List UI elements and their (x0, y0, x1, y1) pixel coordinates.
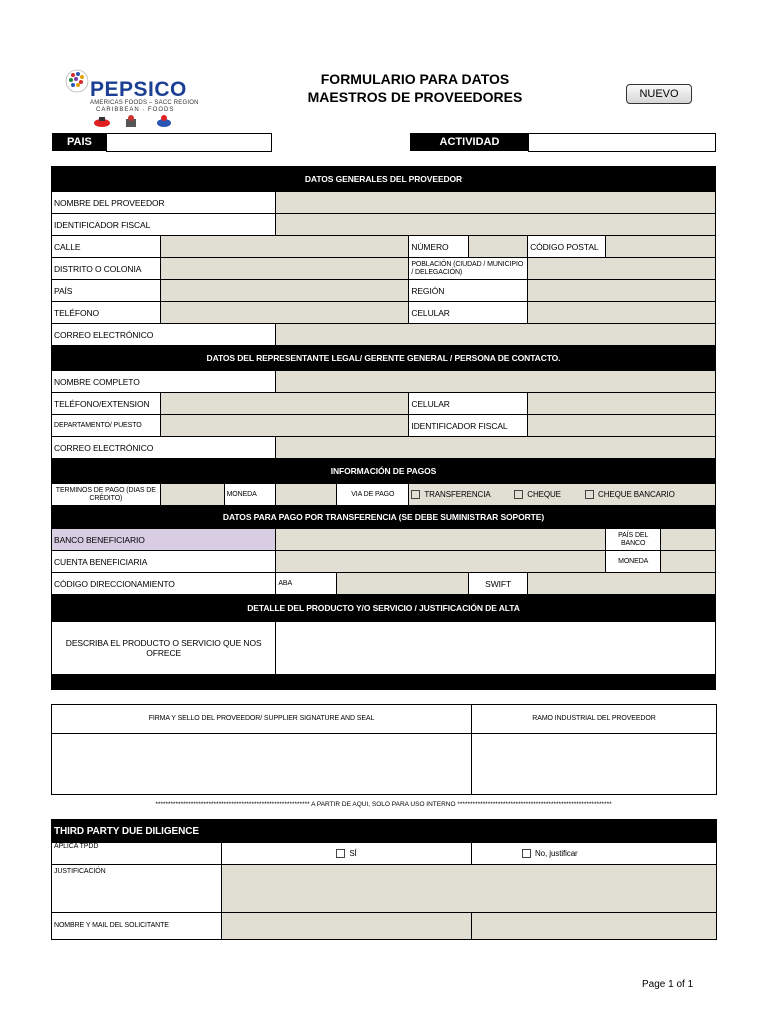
nombre-proveedor-field[interactable] (276, 192, 716, 214)
pais-proveedor-label: PAÍS (52, 280, 161, 302)
rep-identificador-field[interactable] (528, 415, 716, 437)
pais-banco-label: PAÍS DEL BANCO (606, 529, 661, 551)
uso-interno-divider: ************************************************************* A PARTIR DE AQUI, SÓLO PARA USO INTERNO ************************************************************* (155, 801, 612, 808)
pais-label: PAIS (52, 133, 107, 151)
banco-beneficiario-label: BANCO BENEFICIARIO (52, 529, 276, 551)
correo-label: CORREO ELECTRÓNICO (52, 324, 276, 346)
nombre-completo-label: NOMBRE COMPLETO (52, 371, 276, 393)
moneda-banco-label: MONEDA (606, 551, 661, 573)
terminos-pago-field[interactable] (160, 484, 224, 506)
cuenta-beneficiaria-label: CUENTA BENEFICIARIA (52, 551, 276, 573)
moneda-field[interactable] (276, 484, 337, 506)
numero-field[interactable] (469, 236, 528, 258)
via-pago-options (409, 484, 716, 506)
pais-banco-field[interactable] (661, 529, 716, 551)
swift-label: SWIFT (469, 573, 528, 595)
celular-label: CELULAR (409, 302, 528, 324)
aplica-tpdd-label: APLICA TPDD (52, 843, 222, 865)
cuenta-beneficiaria-field[interactable] (276, 551, 606, 573)
distrito-label: DISTRITO O COLONIA (52, 258, 161, 280)
telefono-field[interactable] (160, 302, 409, 324)
logo-subtitle-1: AMERICAS FOODS – SACC REGION (90, 100, 199, 106)
pais-field[interactable] (106, 133, 272, 152)
poblacion-label: POBLACIÓN (CIUDAD / MUNICIPIO / DELEGACIÓN) (409, 258, 528, 280)
pais-proveedor-field[interactable] (160, 280, 409, 302)
rep-correo-label: CORREO ELECTRÓNICO (52, 437, 276, 459)
solicitante-mail-field[interactable] (472, 913, 717, 940)
tpdd-title: THIRD PARTY DUE DILIGENCE (52, 820, 717, 843)
calle-field[interactable] (160, 236, 409, 258)
telefono-extension-field[interactable] (160, 393, 409, 415)
departamento-field[interactable] (160, 415, 409, 437)
terminos-pago-label: TERMINOS DE PAGO (DIAS DE CRÉDITO) (52, 484, 161, 506)
justificacion-field[interactable] (222, 865, 717, 913)
region-label: REGIÓN (409, 280, 528, 302)
moneda-label: MONEDA (224, 484, 276, 506)
checkbox-icon (514, 490, 523, 499)
codigo-direccionamiento-label: CÓDIGO DIRECCIONAMIENTO (52, 573, 276, 595)
actividad-label: ACTIVIDAD (410, 133, 529, 151)
nuevo-button[interactable]: NUEVO (626, 84, 692, 104)
checkbox-icon (336, 849, 345, 858)
section-transferencia: DATOS PARA PAGO POR TRANSFERENCIA (SE DEBE SUMINISTRAR SOPORTE) (52, 506, 716, 529)
numero-label: NÚMERO (409, 236, 469, 258)
brand-icons (92, 114, 176, 128)
tpdd-table (51, 819, 717, 940)
codigo-postal-label: CÓDIGO POSTAL (528, 236, 606, 258)
via-pago-label: VIA DE PAGO (337, 484, 409, 506)
pepsico-logo: PEPSICO (90, 78, 187, 101)
signature-table (51, 704, 717, 795)
supplier-form (51, 166, 716, 690)
form-title: FORMULARIO PARA DATOS MAESTROS DE PROVEEDORES (307, 71, 523, 105)
departamento-label: DEPARTAMENTO/ PUESTO (52, 415, 161, 437)
identificador-fiscal-field[interactable] (276, 214, 716, 236)
telefono-extension-label: TELÉFONO/EXTENSION (52, 393, 161, 415)
section-datos-generales: DATOS GENERALES DEL PROVEEDOR (52, 167, 716, 192)
pepsico-globe-icon (64, 68, 90, 94)
codigo-postal-field[interactable] (606, 236, 716, 258)
celular-field[interactable] (528, 302, 716, 324)
aba-label: ABA (276, 573, 337, 595)
moneda-banco-field[interactable] (661, 551, 716, 573)
firma-label: FIRMA Y SELLO DEL PROVEEDOR/ SUPPLIER SIGNATURE AND SEAL (52, 705, 472, 734)
swift-field[interactable] (528, 573, 716, 595)
logo-subtitle-2: CARIBBEAN · FOODS (96, 107, 175, 113)
actividad-field[interactable] (528, 133, 716, 152)
describa-producto-label: DESCRIBA EL PRODUCTO O SERVICIO QUE NOS OFRECE (52, 622, 276, 675)
ramo-field[interactable] (472, 734, 717, 795)
solicitante-name-field[interactable] (222, 913, 472, 940)
rep-identificador-label: IDENTIFICADOR FISCAL (409, 415, 528, 437)
page-number: Page 1 of 1 (642, 979, 694, 990)
rep-celular-label: CELULAR (409, 393, 528, 415)
checkbox-icon (585, 490, 594, 499)
firma-field[interactable] (52, 734, 472, 795)
cheque-bancario-checkbox[interactable]: CHEQUE BANCARIO (585, 490, 675, 499)
region-field[interactable] (528, 280, 716, 302)
describa-producto-field[interactable] (276, 622, 716, 675)
telefono-label: TELÉFONO (52, 302, 161, 324)
tpdd-si-checkbox[interactable]: SÍ (222, 843, 472, 865)
checkbox-icon (411, 490, 420, 499)
section-pagos: INFORMACIÓN DE PAGOS (52, 459, 716, 484)
checkbox-icon (522, 849, 531, 858)
banco-beneficiario-field[interactable] (276, 529, 606, 551)
poblacion-field[interactable] (528, 258, 716, 280)
identificador-fiscal-label: IDENTIFICADOR FISCAL (52, 214, 276, 236)
tpdd-no-checkbox[interactable]: No, justificar (472, 843, 717, 865)
correo-field[interactable] (276, 324, 716, 346)
rep-celular-field[interactable] (528, 393, 716, 415)
solicitante-label: NOMBRE Y MAIL DEL SOLICITANTE (52, 913, 222, 940)
section-representante: DATOS DEL REPRESENTANTE LEGAL/ GERENTE GENERAL / PERSONA DE CONTACTO. (52, 346, 716, 371)
nombre-proveedor-label: NOMBRE DEL PROVEEDOR (52, 192, 276, 214)
nombre-completo-field[interactable] (276, 371, 716, 393)
cheque-checkbox[interactable]: CHEQUE (514, 490, 561, 499)
justificacion-label: JUSTIFICACIÓN (52, 865, 222, 913)
black-separator (52, 675, 716, 690)
transferencia-checkbox[interactable]: TRANSFERENCIA (411, 490, 490, 499)
distrito-field[interactable] (160, 258, 409, 280)
section-detalle: DETALLE DEL PRODUCTO Y/O SERVICIO / JUSTIFICACIÓN DE ALTA (52, 595, 716, 622)
ramo-label: RAMO INDUSTRIAL DEL PROVEEDOR (472, 705, 717, 734)
rep-correo-field[interactable] (276, 437, 716, 459)
calle-label: CALLE (52, 236, 161, 258)
aba-field[interactable] (337, 573, 469, 595)
